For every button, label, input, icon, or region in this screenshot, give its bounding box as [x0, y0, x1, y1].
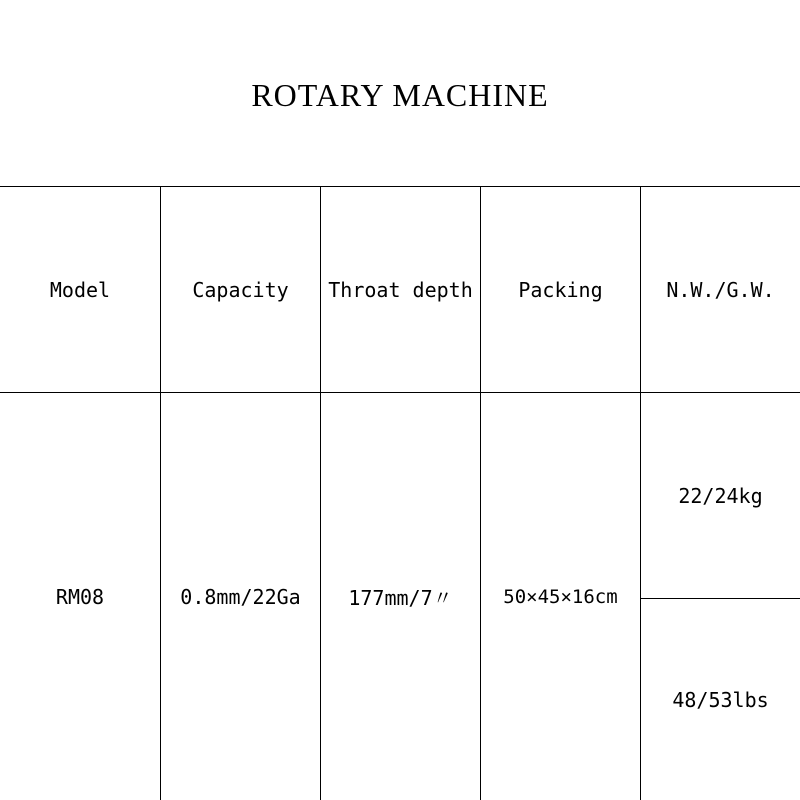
cell-throat-depth: 177mm/7〃: [348, 586, 453, 610]
header-model: Model: [49, 277, 111, 302]
cell-weight-lbs: 48/53lbs: [672, 687, 769, 712]
header-weight: N.W./G.W.: [666, 277, 775, 302]
header-throat-depth: Throat depth: [328, 277, 473, 302]
cell-weight-kg: 22/24kg: [678, 483, 763, 508]
header-packing: Packing: [518, 277, 603, 302]
title-area: [0, 0, 800, 186]
page-title: ROTARY MACHINE: [251, 76, 549, 113]
cell-packing: 50×45×16cm: [503, 585, 618, 608]
header-capacity: Capacity: [192, 277, 289, 302]
cell-model: RM08: [55, 584, 105, 609]
cell-capacity: 0.8mm/22Ga: [180, 584, 301, 609]
